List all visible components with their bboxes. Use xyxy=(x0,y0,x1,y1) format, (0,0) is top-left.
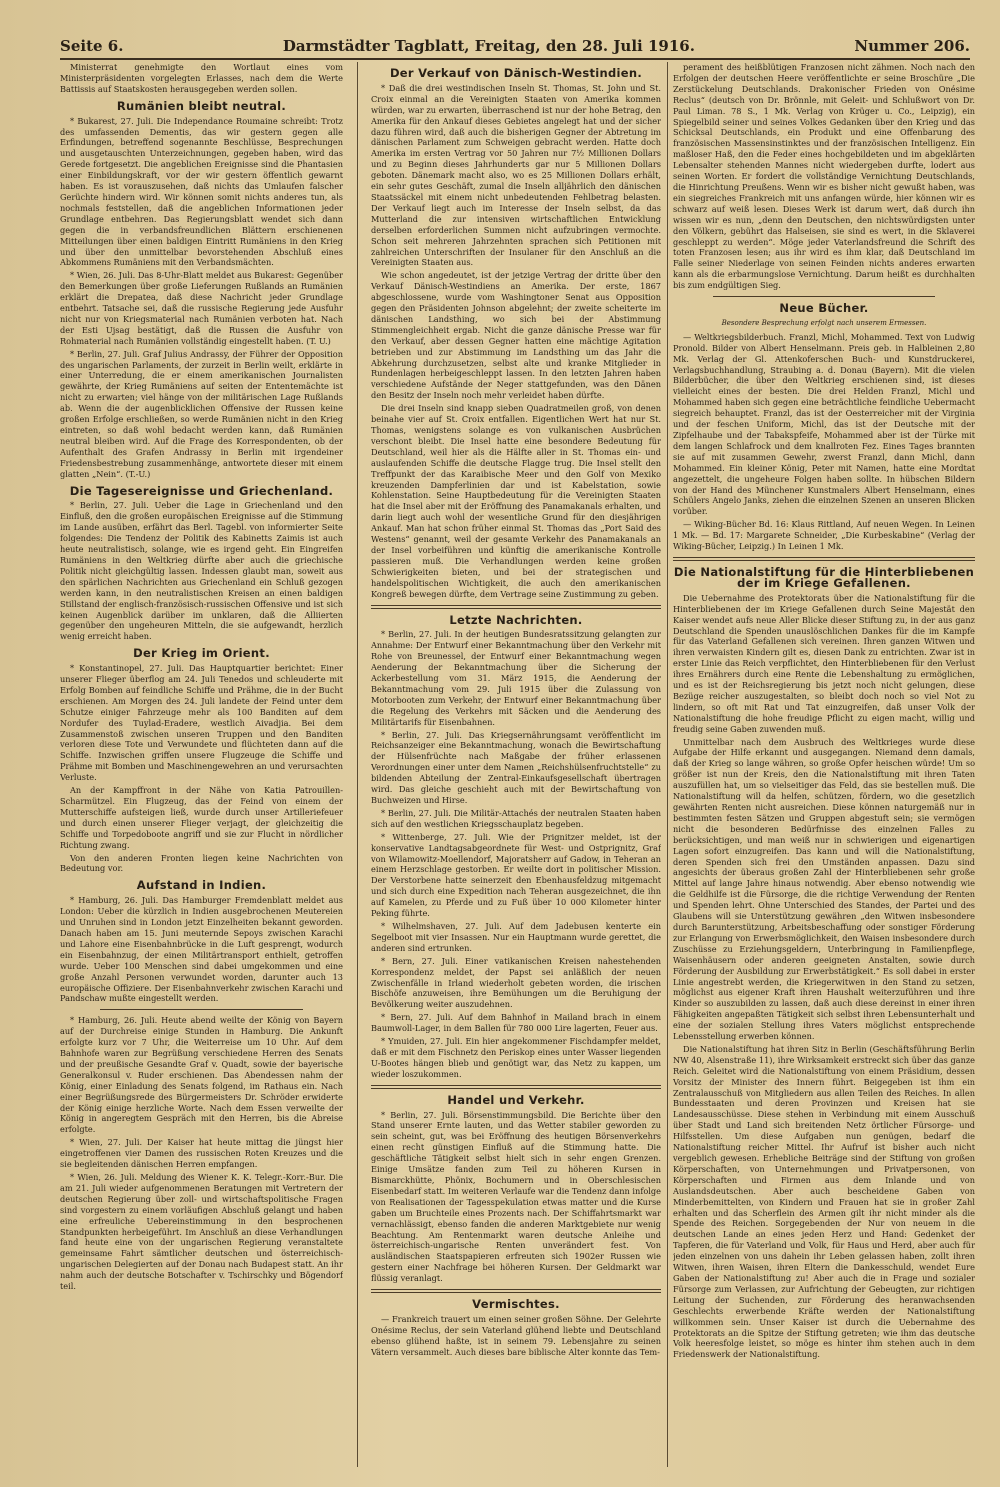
article-headline: Aufstand in Indien. xyxy=(136,878,267,893)
article-paragraph: * Berlin, 27. Juli. Die Militär-Attachés der neutralen Staaten haben sich auf den westlichen Kriegsschauplatz begeben. xyxy=(371,807,661,829)
article-paragraph: Von den anderen Fronten liegen keine Nachrichten von Bedeutung vor. xyxy=(60,852,343,874)
article-headline: Letzte Nachrichten. xyxy=(449,612,583,627)
article-headline: Neue Bücher. xyxy=(779,301,869,316)
article-paragraph: Die drei Inseln sind knapp sieben Quadratmeilen groß, von denen beinahe vier auf St. Croix entfallen. Eigentlichen Wert hat nur St. Thomas, wenigstens solange es von vulkanischen Ausbrüchen verschont bleibt. Die Insel hatte eine besondere Bedeutung für Deutschland, weil hier als die Hälfte aller in St. Thomas ein- und auslaufenden Schiffe die deutsche Flagge trug. Die Insel stellt den Treffpunkt der das Karaibische Meer und den Golf von Mexiko kreuzenden Dampferlinien dar und ist Kabelstation, sowie Kohlenstation. Seine Hauptbedeutung für die Vereinigten Staaten hat die Insel aber mit der Eröffnung des Panamakanals erhalten, und darin liegt auch wohl der wesentliche Grund für den diesjährigen Ankauf. Man hat schon früher einmal St. Thomas das „Port Said des Westens“ genannt, weil der gesamte Verkehr des Panamakanals an der Insel vorbeiführen und künftig die amerikanische Kontrolle passieren muß. Die Verhandlungen werden keine großen Schwierigkeiten bieten, und bei der strategischen und handelspolitischen Wichtigkeit, die auch den amerikanischen Kongreß bewegen dürfte, dem Vertrage seine Zustimmung zu geben. xyxy=(371,403,661,599)
article-headline: Die Nationalstiftung für die Hinterbliebenen der im Kriege Gefallenen. xyxy=(673,564,975,590)
article-divider xyxy=(713,296,935,297)
column-rule xyxy=(667,62,668,1467)
article-paragraph: * Bern, 27. Juli. Einer vatikanischen Kreisen nahestehenden Korrespondenz meldet, der Papst sei anläßlich der neuen Zwischenfälle in Irland wiederholt gebeten worden, die irischen Bischöfe anzuweisen, ihre Bemühungen um die Beruhigung der Bevölkerung weiter auszudehnen. xyxy=(371,955,661,1010)
masthead xyxy=(60,32,970,60)
article-paragraph: — Frankreich trauert um einen seiner großen Söhne. Der Gelehrte Onésime Reclus, der sein Vaterland glühend liebte und Deutschland ebenso glühend haßte, ist in seinem 79. Lebensjahre zu seinen Vätern versammelt. Auch dieses bare biblische Alter konnte das Tem- xyxy=(371,1313,661,1357)
article-paragraph: * Berlin, 27. Juli. Börsenstimmungsbild. Die Berichte über den Stand unserer Ernte lauten, und das Wetter stabiler geworden zu sein scheint, gut, was bei Eröffnung des heutigen Börsenverkehrs einen recht günstigen Einfluß auf die Stimmung hatte. Die geschäftliche Tätigkeit selbst hielt sich in sehr engen Grenzen. Einige Umsätze fanden zum Teil zu höheren Kursen in Bismarckhütte, Phönix, Bochumern und in Oberschlesischen Eisenbedarf statt. Im weiteren Verlaufe war die Tendenz dann infolge von Realisationen der Tagesspekulation etwas matter und die Kurse gaben um Bruchteile eines Prozents nach. Der Schiffahrtsmarkt war vernachlässigt, ebenso fanden die anderen Marktgebiete nur wenig Beachtung. Am Rentenmarkt waren deutsche Anleihe und österreichisch-ungarische Renten unverändert fest. Von ausländischen Staatspapieren erfreuten sich 1902er Russen wie gestern einer Nachfrage bei höheren Kursen. Der Geldmarkt war flüssig veranlagt. xyxy=(371,1109,661,1284)
column-rule xyxy=(357,62,358,1467)
page-number: Seite 6. xyxy=(60,37,124,55)
article-headline: Der Verkauf von Dänisch-Westindien. xyxy=(389,66,643,80)
article-paragraph: * Hamburg, 26. Juli. Heute abend weilte der König von Bayern auf der Durchreise einige Stunden in Hamburg. Die Ankunft erfolgte kurz vor 7 Uhr, die Weiterreise um 10 Uhr. Auf dem Bahnhofe waren zur Begrüßung verschiedene Herren des Senats und der preußische Gesandte Graf v. Quadt, sowie der bayerische Generalkonsul v. Ruder erschienen. Das Abendessen nahm der König, einer Einladung des Senats folgend, im Rathaus ein. Nach einer Begrüßungsrede des Bürgermeisters Dr. Schröder erwiderte der König einige herzliche Worte. Nach dem Essen verweilte der König in angeregtem Gespräch mit den Herren, bis die Abreise erfolgte. xyxy=(60,1015,343,1135)
article-headline: Rumänien bleibt neutral. xyxy=(116,98,287,113)
column-3 xyxy=(673,62,975,1467)
article-paragraph: — Wiking-Bücher Bd. 16: Klaus Rittland, Auf neuen Wegen. In Leinen 1 Mk. — Bd. 17: Margarete Schneider, „Die Kurbeskabine“ (Verlag der Wiking-Bücher, Leipzig.) In Leinen 1 Mk. xyxy=(673,519,975,552)
article-paragraph: * Wien, 26. Juli. Meldung des Wiener K. K. Telegr.-Korr.-Bur. Die am 21. Juli wieder aufgenommenen Beratungen mit Vertretern der deutschen Regierung über zoll- und wirtschaftspolitische Fragen sind vorgestern zu einem vorläufigen Abschluß gelangt und haben eine erfreuliche Uebereinstimmung in den besprochenen Standpunkten herbeigeführt. Im Anschluß an diese Verhandlungen fand heute eine von der ungarischen Regierung veranstaltete gemeinsame Fahrt sämtlicher deutschen und österreichisch-ungarischen Delegierten auf der Donau nach Budapest statt. An ihr nahm auch der deutsche Botschafter v. Tschirschky und Bögendorf teil. xyxy=(60,1172,343,1292)
article-paragraph: * Daß die drei westindischen Inseln St. Thomas, St. John und St. Croix einmal an die Vereinigten Staaten von Amerika kommen würden, war zu erwarten, überraschend ist nur der hohe Betrag, den Amerika für den Ankauf dieses Gebietes angelegt hat und der sicher dazu führen wird, daß auch die bisherigen Gegner der Abtretung im dänischen Parlament zum Schweigen gebracht werden. Hatte doch Amerika im ersten Vertrag vor 50 Jahren nur 7½ Millionen Dollars und zu Beginn dieses Jahrhunderts gar nur 5 Millionen Dollars geboten. Dänemark macht also, wo es 25 Millionen Dollars erhält, ein sehr gutes Geschäft, zumal die Inseln alljährlich den dänischen Staatssäckel mit einem nicht unbedeutenden Fehlbetrag belasten. Der Verkauf liegt auch im Interesse der Inseln selbst, da das Mutterland die zur intensiven wirtschaftlichen Entwicklung derselben erforderlichen Summen nicht aufzubringen vermochte. Schon seit mehreren Jahrzehnten sprachen sich Petitionen mit zahlreichen Unterschriften der Insulaner für den Anschluß an die Vereinigten Staaten aus. xyxy=(371,82,661,268)
article-paragraph: * Berlin, 27. Juli. In der heutigen Bundesratssitzung gelangten zur Annahme: Der Entwurf einer Bekanntmachung über den Verkehr mit Rohe von Breunessel, der Entwurf einer Bekanntmachung wegen Aenderung der Bekanntmachung über die Sicherung der Ackerbestellung vom 31. März 1915, die Aenderung der Bekanntmachung vom 29. Juli 1915 über die Zulassung von Motorbooten zum Verkehr, der Entwurf einer Bekanntmachung über die Regelung des Verkehrs mit Säcken und die Aenderung des Militärtarifs für Eisenbahnen. xyxy=(371,629,661,727)
newspaper-title: Darmstädter Tagblatt, Freitag, den 28. Juli 1916. xyxy=(282,37,695,55)
article-paragraph: * Berlin, 27. Juli. Graf Julius Andrassy, der Führer der Opposition des ungarischen Parlaments, der zurzeit in Berlin weilt, erklärte in einer Unterredung, die er einem amerikanischen Journalisten gewährte, der Krieg Rumäniens auf seiten der Ententemächte ist nicht zu erwarten; viel hänge von der militärischen Lage Rußlands ab. Wenn die der augenblicklichen Offensive der Russen keine großen Erfolge erschließen, so werde Rumänien nicht in den Krieg eintreten, so daß wohl bedacht werden kann, daß Rumänien neutral bleiben wird. Auf die Frage des Korrespondenten, ob der Aufenthalt des Grafen Andrassy in Berlin mit irgendeiner Friedensbestrebung zusammenhänge, antwortete dieser mit einem glatten „Nein“. (T.-U.) xyxy=(60,348,343,479)
article-paragraph: perament des heißblütigen Franzosen nicht zähmen. Noch nach den Erfolgen der deutschen Heere veröffentlichte er seine Broschüre „Die Zerstückelung Deutschlands. Drakonischer Frieden von Onésime Reclus“ (deutsch von Dr. Brönnle, mit Geleit- und Schlußwort von Dr. Paul Liman. 78 S., 1 Mk. Verlag von Krüger u. Co., Leipzig), ein Spiegelbild seiner und seines Volkes Gedanken über den Krieg und das Schicksal Deutschlands, ein Produkt und eine Offenbarung des französischen Massensinstinktes und der französischen Intelligenz. Ein maßloser Haß, den die Feder eines hochgebildeten und im abgeklärten Lebensalter stehenden Mannes nicht wiedergeben durfte, lodert aus seinen Worten. Er fordert die vollständige Vernichtung Deutschlands, die Hinrichtung Preußens. Wenn wir es bisher nicht gewußt haben, was ein siegreiches Frankreich mit uns anfangen würde, hier können wir es schwarz auf weiß lesen. Dieses Werk ist darum wert, daß durch ihn wissen wir es nun, „denn den Deutschen, den nichtswürdigsten unter den Völkern, gebührt das Halseisen, sie sind es wert, in die Sklaverei geschleppt zu werden“. Möge jeder Vaterlandsfreund die Schrift des toten Franzosen lesen; aus ihr wird es ihm klar, daß Deutschland im Falle seiner Niederlage von seinen Feinden nichts anderes erwarten kann als die erbarmungslose Vernichtung. Darum heißt es durchhalten bis zum endgültigen Sieg. xyxy=(673,62,975,291)
article-paragraph: * Wien, 26. Juli. Das 8-Uhr-Blatt meldet aus Bukarest: Gegenüber den Bemerkungen über große Lieferungen Rußlands an Rumänien erklärt die Drepatea, daß diese Nachricht jeder Grundlage entbehrt. Tatsache sei, daß die russische Regierung jede Ausfuhr nicht nur von Kriegsmaterial nach Rumänien verboten hat. Nach der Esti Ujsag bestätigt, daß die Russen die Ausfuhr von Rohmaterial nach Rumänien vollständig eingestellt haben. (T. U.) xyxy=(60,270,343,346)
article-headline: Der Krieg im Orient. xyxy=(133,646,270,661)
article-paragraph: Ministerrat genehmigte den Wortlaut eines vom Ministerpräsidenten vorgelegten Erlasses, nach dem die Werte Battissis auf Staatskosten herausgegeben werden sollen. xyxy=(60,62,343,94)
article-paragraph: — Weltkriegsbilderbuch. Franzl, Michl, Mohammed. Text von Ludwig Pronold. Bilder von Albert Henselmann. Preis geb. in Halbleinen 2,80 Mk. Verlag der Gl. Attenkoferschen Buch- und Kunstdruckerei, Verlagsbuchhandlung, Straubing a. d. Donau (Bayern). Mit die vielen Bilderbücher, die über den Weltkrieg erschienen sind, ist dieses vielleicht eines der besten. Die drei Helden Franzl, Michl und Mohammed haben sich gegen eine beträchtliche feindliche Uebermacht siegreich behauptet. Franzl, das ist der Oesterreicher mit der Virginia und der feschen Uniform, Michl, das ist der Deutsche mit der Zipfelhaube und der Tabakspfeife, Mohammed aber ist der Türke mit dem langen Schlafrock und dem knallroten Fez. Eines Tages brannten sie auf mit zusammen Gewehr, zwerst Franzl, dann Michl, dann Mohammed. Ein kleiner König, Peter mit Namen, hatte eine Mordtat angezettelt, die ungeheure Folgen haben sollte. In hübschen Bildern von der Hand des Münchener Kunstmalers Albert Henselmann, eines Schülers Angelo Janks, ziehen die einzelnen Szenen an unseren Blicken vorüber. xyxy=(673,331,975,517)
section-divider xyxy=(371,1289,661,1293)
article-paragraph: * Konstantinopel, 27. Juli. Das Hauptquartier berichtet: Einer unserer Flieger überflog am 24. Juli Tenedos und schleuderte mit Erfolg Bomben auf feindliche Schiffe und Prähme, die in der Bucht erschienen. Am Morgen des 24. Juli landete der Feind unter dem Schutze einiger Fahrzeuge mehr als 100 Banditen auf dem Nordufer des Tuylad-Eradere, westlich Aivadjia. Bei dem Zusammenstoß zwischen unseren Truppen und den Banditen verloren diese Tote und Verwundete und flüchteten dann auf die Schiffe. Inzwischen griffen unsere Flugzeuge die Schiffe und Prähme mit Bomben und Maschinengewehren an und verursachten Verluste. xyxy=(60,663,343,783)
article-paragraph: Unmittelbar nach dem Ausbruch des Weltkrieges wurde diese Aufgabe der Hilfe erkannt und ausgegangen. Niemand denn damals, daß der Krieg so lange währen, so große Opfer heischen würde! Um so größer ist nun der Kreis, den die Nationalstiftung mit ihren Taten auszufüllen hat, um so vielseitiger das Feld, das sie bestellen muß. Die Nationalstiftung will da helfen, schützen, fördern, wo die gesetzlich gewährten Renten nicht ausreichen. Diese können naturgemäß nur in bestimmten festen Sätzen und Gruppen abgestuft sein; sie vermögen nicht die besonderen Bedürfnisse des einzelnen Falles zu berücksichtigen, und man weiß nur in schwierigen und eigenartigen Lagen sofort einzugreifen. Das kann und will die Nationalstiftung, deren Spenden sich frei den Umständen anpassen. Dazu sind angesichts der überaus großen Zahl der Hinterbliebenen sehr große Mittel auf lange Jahre hinaus notwendig. Aber ebenso notwendig wie die Geldhilfe ist die Fürsorge, die die richtige Verwendung der Renten und Spenden lehrt. Ohne Unterschied des Standes, der Partei und des Glaubens will sie Unterstützung gewähren „den Witwen insbesondere durch Barunterstützung, Arbeitsbeschaffung oder sonstiger Förderung zur Erlangung von Erwerbsmöglichkeit, den Waisen insbesondere durch Zuschüsse zu Erziehungsgeldern, Unterbringung in Familienpflege, Waisenhäusern oder anderen geeigneten Anstalten, sowie durch Förderung der Ausbildung zur Erwerbstätigkeit.“ Es soll dabei in erster Linie angestrebt werden, die Kriegerwitwen in den Stand zu setzen, möglichst aus eigener Kraft ihren Haushalt weiterzuführen und ihre Kinder so auszubilden zu lassen, daß auch diese dereinst in einer ihren Fähigkeiten angepaßten Tätigkeit sich selbst ihren Lebensunterhalt und eine der sozialen Stellung ihres Vaters möglichst entsprechende Lebensstellung erwerben können. xyxy=(673,736,975,1042)
section-divider xyxy=(371,605,661,609)
article-paragraph: * Bukarest, 27. Juli. Die Independance Roumaine schreibt: Trotz des umfassenden Dementis, das wir gestern gegen alle Erfindungen, betreffend sogenannte Beschlüsse, Besprechungen und ausgetauschten Unterzeichnungen, gegeben haben, wird das Gerede fortgesetzt. Die angeblichen Ereignisse sind die Phantasien einer Einbildungskraft, vor der wir gestern öffentlich gewarnt haben. Es ist vorauszusehen, daß nichts das Umlaufen falscher Gerüchte hindern wird. Wir können somit nichts anderes tun, als nochmals feststellen, daß die angeblichen Informationen jeder Grundlage entbehren. Das Regierungsblatt wendet sich dann gegen die in verbandsfreundlichen Blättern erschienenen Mitteilungen über einen baldigen Eintritt Rumäniens in den Krieg und über den unmittelbar bevorstehenden Abschluß eines Abkommens Rumäniens mit den Verbandsmächten. xyxy=(60,115,343,268)
article-paragraph: Die Nationalstiftung hat ihren Sitz in Berlin (Geschäftsführung Berlin NW 40, Alsenstraße 11), ihre Wirksamkeit erstreckt sich über das ganze Reich. Geleitet wird die Nationalstiftung von einem Präsidium, dessen Vorsitz der Minister des Innern führt. Beigegeben ist ihm ein Zentralausschuß von Mitgliedern aus allen Teilen des Reiches. In allen Bundesstaaten und deren Provinzen und Kreisen hat sie Landesausschüsse. Diese stehen in Verbindung mit einem Ausschuß über Stadt und Land sich breitenden Netz örtlicher Fürsorge- und Hilfsstellen. Um diese Aufgaben nun genügen, bedarf die Nationalstiftung reicher Mittel. Ihr Aufruf ist bisher auch nicht vergeblich gewesen. Erhebliche Beiträge sind der Stiftung von großen Körperschaften, von Unternehmungen und Privatpersonen, von Körperschaften und Firmen aus dem Inlande und von Auslandsdeutschen. Aber auch bescheidene Gaben von Minderbemittelten, von Kindern und Frauen hat sie in großer Zahl erhalten und das Scherflein des Armen gilt ihr nicht minder als die Spende des Reichen. Sorgegebenden der Nur von neuem in die deutschen Lande an eines jeden Herz und Hand: Gedenket der Tapferen, die für Vaterland und Volk, für Haus und Herd, aber auch für jeden einzelnen von uns dahein ihr Leben gelassen haben, zollt ihren Witwen, ihren Waisen, ihren Eltern die Dankesschuld, wendet Eure Gaben der Nationalstiftung zu! Aber auch die in Frage und sozialer Fürsorge zum Verlassen, zur Aufrichtung der Gebeugten, zur richtigen Leitung der Suchenden, zur Förderung des heranwachsenden Geschlechts erwerbende Kräfte werden der Nationalstiftung willkommen sein. Unser Kaiser ist durch die Uebernahme des Protektorats an die Spitze der Stiftung getreten; wie ihm das deutsche Volk heeresfolge leistet, so möge es hinter ihm stehen auch in dem Friedenswerk der Nationalstiftung. xyxy=(673,1043,975,1360)
article-headline: Die Tagesereignisse und Griechenland. xyxy=(69,483,334,498)
article-paragraph: * Hamburg, 26. Juli. Das Hamburger Fremdenblatt meldet aus London: Ueber die kürzlich in Indien ausgebrochenen Meutereien und Unruhen sind in London jetzt Einzelheiten bekannt geworden. Danach haben am 15. Juni meuternde Sepoys zwischen Karachi und Lahore eine Eisenbahnbrücke in die Luft gesprengt, wodurch ein Eisenbahnzug, der einen Militärtransport enthielt, getroffen wurde. Ueber 100 Menschen sind dabei umgekommen und eine große Anzahl Personen verwundet worden, darunter auch 13 europäische Offiziere. Der Eisenbahnverkehr zwischen Karachi und Pandschaw mußte eingestellt werden. xyxy=(60,895,343,1004)
article-headline: Vermischtes. xyxy=(472,1297,560,1312)
article-paragraph: * Ymuiden, 27. Juli. Ein hier angekommener Fischdampfer meldet, daß er mit dem Fischnetz den Periskop eines unter Wasser liegenden U-Bootes hängen blieb und genötigt war, das Netz zu kappen, um wieder loszukommen. xyxy=(371,1036,661,1079)
article-paragraph: * Wilhelmshaven, 27. Juli. Auf dem Jadebusen kenterte ein Segelboot mit vier Insassen. Nur ein Hauptmann wurde gerettet, die anderen sind ertrunken. xyxy=(371,920,661,953)
column-1 xyxy=(60,62,343,1467)
section-note: Besondere Besprechung erfolgt nach unserem Ermessen. xyxy=(721,318,927,327)
section-divider xyxy=(371,1085,661,1089)
article-paragraph: * Bern, 27. Juli. Auf dem Bahnhof in Mailand brach in einem Baumwoll-Lager, in dem Ballen für 780 000 Lire lagerten, Feuer aus. xyxy=(371,1012,661,1034)
article-paragraph: * Berlin, 27. Juli. Das Kriegsernährungsamt veröffentlicht im Reichsanzeiger eine Bekanntmachung, wonach die Bewirtschaftung der Hülsenfrüchte nach Maßgabe der früher erlassenen Verordnungen einer unter dem Namen „Reichshülsenfruchtstelle“ zu bildenden Abteilung der Zentral-Einkaufsgesellschaft übertragen wird. Das gleiche geschieht auch mit der Bewirtschaftung von Buchweizen und Hirse. xyxy=(371,729,661,805)
section-divider xyxy=(673,557,975,561)
article-divider xyxy=(100,1009,303,1010)
article-paragraph: Wie schon angedeutet, ist der jetzige Vertrag der dritte über den Verkauf Dänisch-Westindiens an Amerika. Der erste, 1867 abgeschlossene, wurde vom Washingtoner Senat aus Opposition gegen den Präsidenten Johnson abgelehnt; der zweite scheiterte im dänischen Landsthing, wo sich bei der Abstimmung Stimmengleichheit ergab. Nicht die ganze dänische Presse war für den Verkauf, aber dessen Gegner hatten eine mächtige Agitation betrieben und zur Abstimmung im Landsthing um das Jahr die Abkehrung durchzusetzen, selbst alte und kranke Mitglieder in Rundenlagen herbeigeschleppt lassen. In den letzten Jahren haben verschiedene Aufstände der Neger stattgefunden, was den Dänen den Besitz der Inseln noch mehr verleidet haben dürfte. xyxy=(371,270,661,401)
issue-number: Nummer 206. xyxy=(854,37,970,55)
article-headline: Handel und Verkehr. xyxy=(447,1092,585,1107)
article-paragraph: * Wittenberge, 27. Juli. Wie der Prignitzer meldet, ist der konservative Landtagsabgeordnete für West- und Ostprignitz, Graf von Wilamowitz-Moellendorf, Majoratsherr auf Gadow, in Teheran an einem Herzschlage gestorben. Er weilte dort in politischer Mission. Der Verstorbene hatte seinerzeit den Ebenhausfeldzug mitgemacht und sich durch eine Expedition nach Teheran ausgezeichnet, die ihn auf Kamelen, zu Pferde und zu Fuß über 10 000 Kilometer hinter Peking führte. xyxy=(371,831,661,919)
column-2 xyxy=(371,62,661,1467)
article-paragraph: An der Kampffront in der Nähe von Katia Patrouillen-Scharmützel. Ein Flugzeug, das der Feind von einem der Mutterschiffe aufsteigen ließ, wurde durch unser Artilleriefeuer und durch einen unserer Flieger verjagt, der gleichzeitig die Schiffe und Torpedoboote angriff und sie zur Flucht in nördlicher Richtung zwang. xyxy=(60,785,343,850)
article-paragraph: * Berlin, 27. Juli. Ueber die Lage in Griechenland und den Einfluß, den die großen europäischen Ereignisse auf die Stimmung im Lande ausüben, erfährt das Berl. Tagebl. von informierter Seite folgendes: Die Tendenz der Politik des Kabinetts Zaimis ist auch heute neutralistisch, solange, wie es irgend geht. Ein Eingreifen Rumäniens in den Weltkrieg dürfte aber auch die griechische Politik nicht gleichgültig lassen. Indessen glaubt man, soweit aus den spärlichen Nachrichten aus Griechenland ein Schluß gezogen werden kann, in den neutralistischen Kreisen an einen baldigen Stillstand der englisch-französisch-russischen Offensive und ist sich keinen Augenblick darüber im unklaren, daß die Alliierten gegenüber den ungeheuren Mitteln, die sie aufgewandt, herzlich wenig erreicht haben. xyxy=(60,500,343,642)
article-paragraph: Die Uebernahme des Protektorats über die Nationalstiftung für die Hinterbliebenen der im Kriege Gefallenen durch Seine Majestät den Kaiser wendet aufs neue Aller Blicke dieser Stiftung zu, in der aus ganz Deutschland die Spenden unauslöschlichen Dankes für die im Kampfe für das Vaterland Gefallenen sich vereinen. Ihren ganzen Witwen und ihren verwaisten Kindern gilt es, diesen Dank zu entrichten. Zwar ist in erster Linie das Reich verpflichtet, den Hinterbliebenen für den Verlust ihres Ernährers durch eine Rente die Lebenshaltung zu ermöglichen, und es ist der Reichsregierung bis jetzt noch nicht gelungen, diese Bezüge reicher auszugestalten, so bleibt doch noch so viel Not zu lindern, so oft mit Rat und Tat einzugreifen, daß unser Volk der Nationalstiftung die hohe freudige Pflicht zu eigen macht, willig und freudig seine Gaben zuwenden muß. xyxy=(673,592,975,734)
article-paragraph: * Wien, 27. Juli. Der Kaiser hat heute mittag die jüngst hier eingetroffenen vier Damen des russischen Roten Kreuzes und die sie begleitenden dänischen Herren empfangen. xyxy=(60,1137,343,1170)
